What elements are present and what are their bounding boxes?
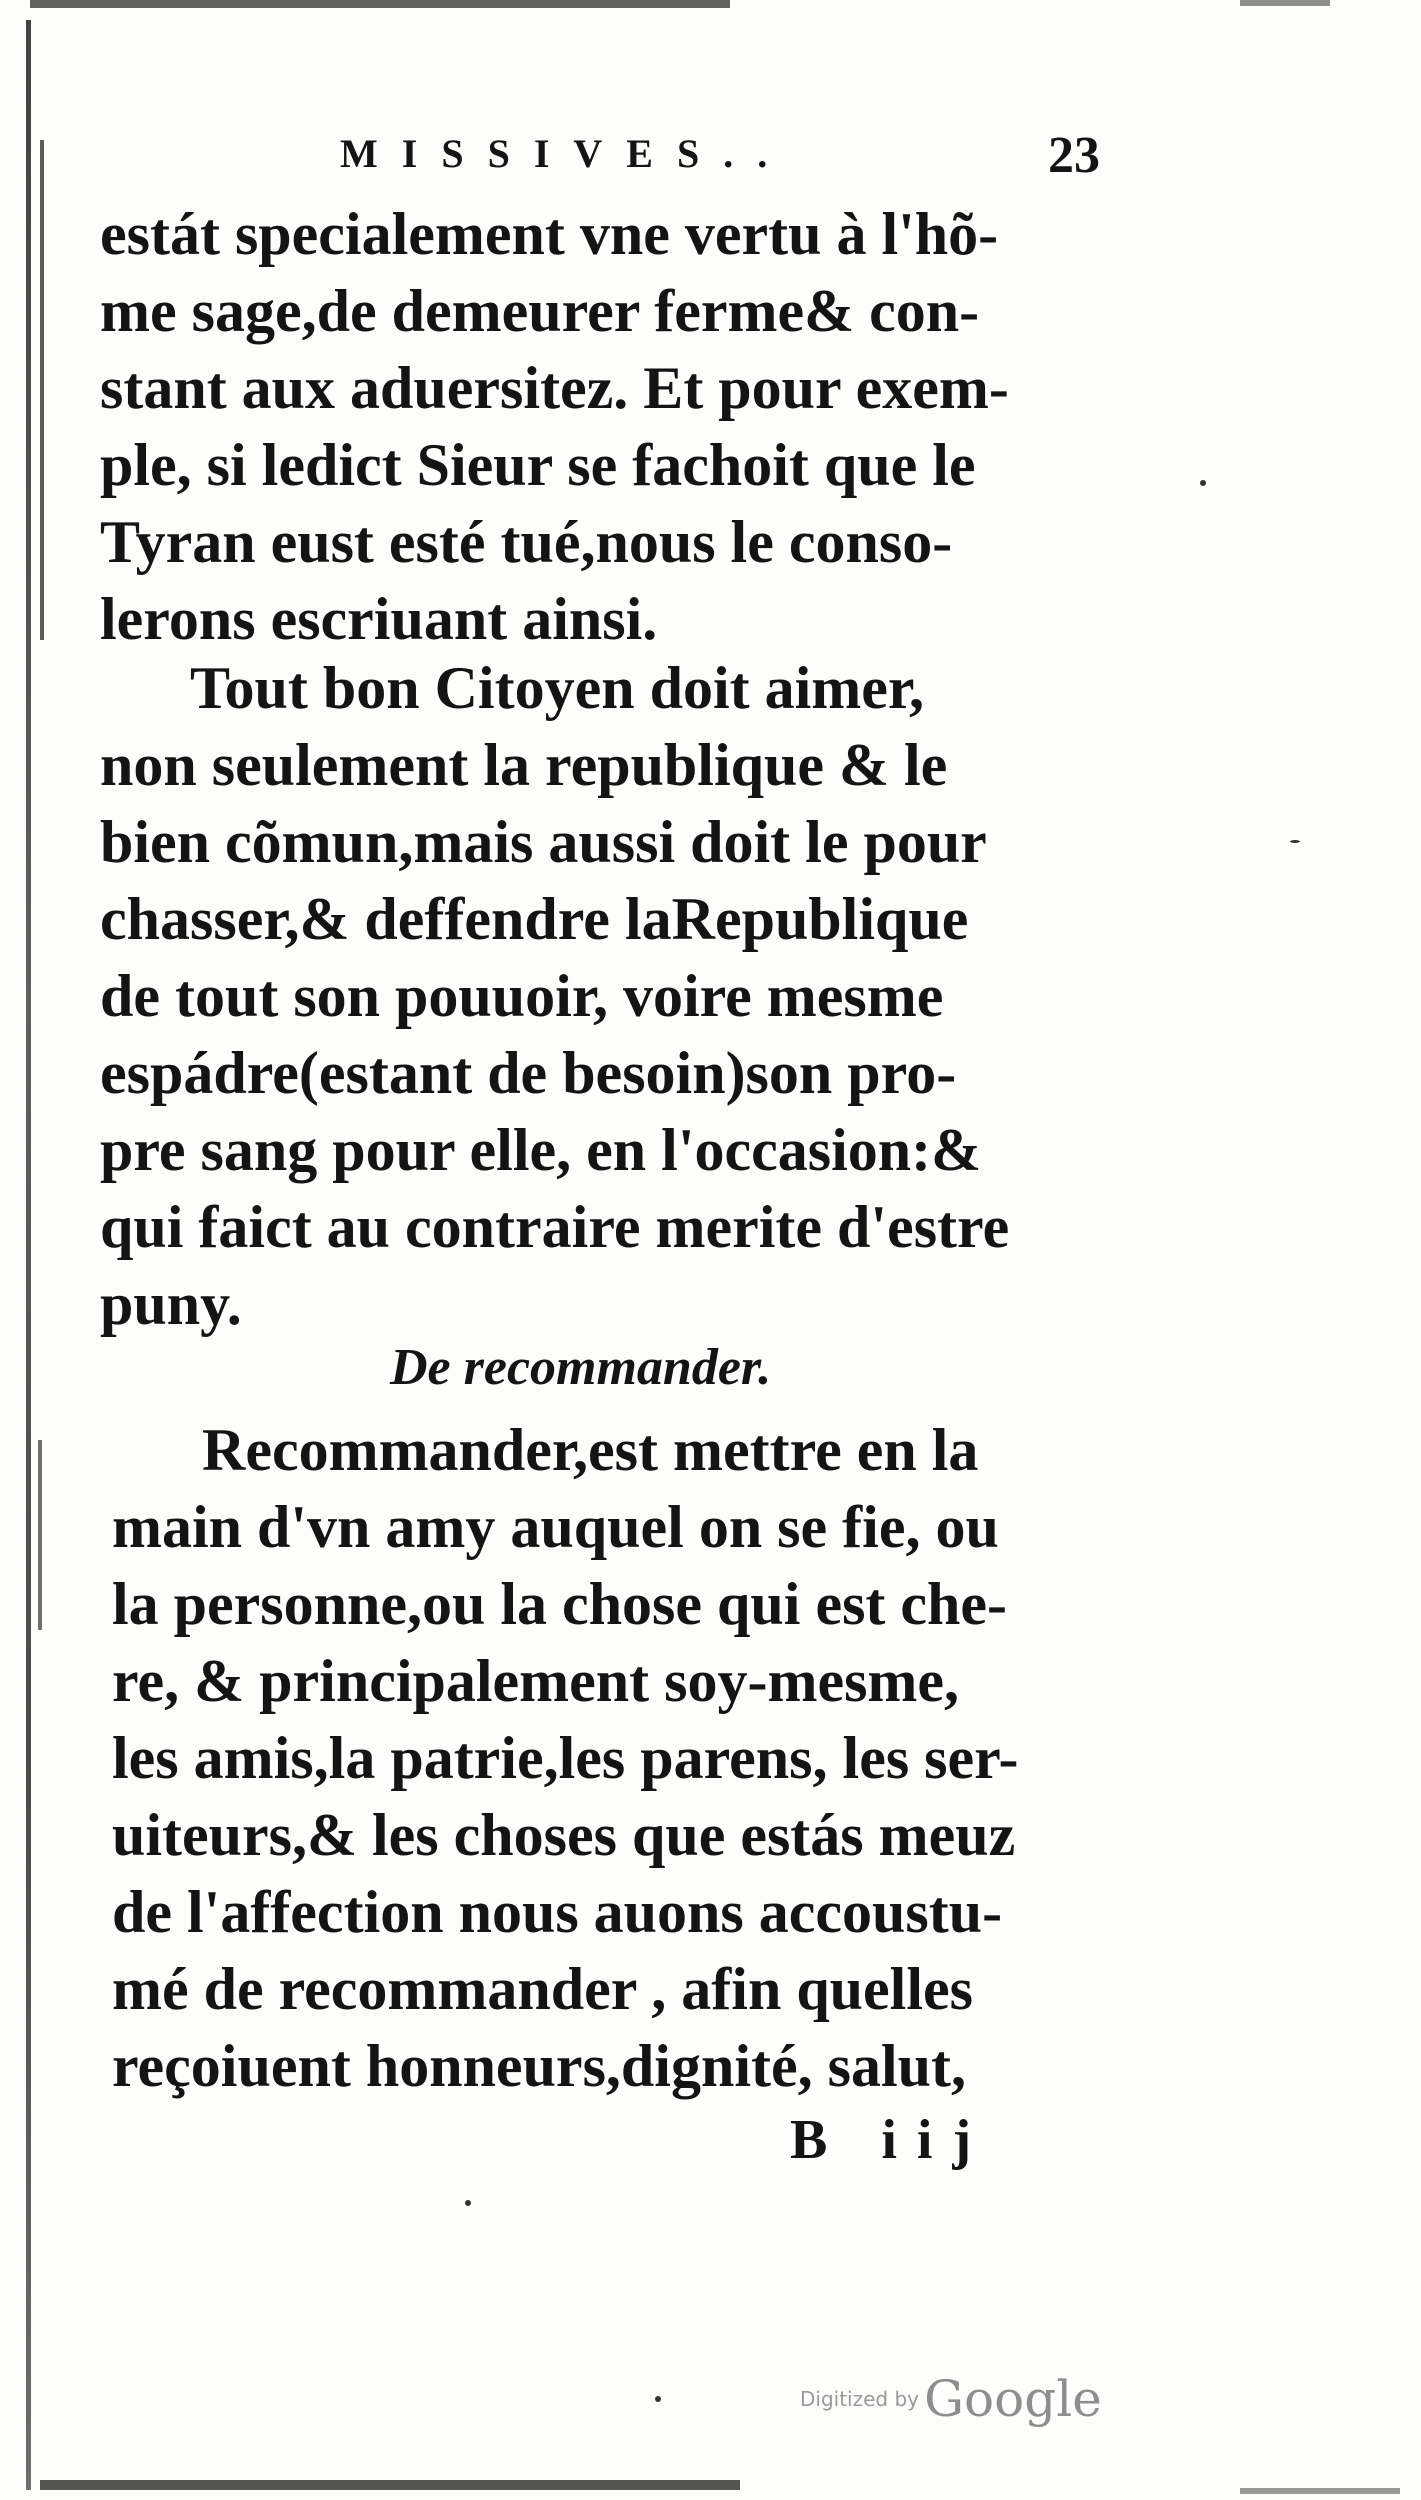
text-line: uiteurs,& les choses que estás meuz (112, 1802, 1016, 1868)
text-line: de l'affection nous auons accoustu- (112, 1879, 1003, 1945)
ink-speck (1290, 840, 1300, 843)
text-line: de tout son pouuoir, voire mesme (100, 963, 944, 1029)
text-line: reçoiuent honneurs,dignité, salut, (112, 2033, 966, 2099)
page-shadow-left-upper (40, 140, 44, 640)
text-line: qui faict au contraire merite d'estre (100, 1194, 1010, 1260)
page-edge-bottom (40, 2480, 740, 2490)
digitized-watermark (800, 2370, 1102, 2428)
text-line: lerons escriuant ainsi. (100, 586, 658, 652)
text-line: espádre(estant de besoin)son pro- (100, 1040, 957, 1106)
paragraph-1 (100, 196, 1110, 658)
page-edge-bottom-right (1240, 2488, 1400, 2494)
text-line: stant aux aduersitez. Et pour exem- (100, 355, 1009, 421)
text-line: Tyran eust esté tué,nous le conso- (100, 509, 953, 575)
text-line: re, & principalement soy-mesme, (112, 1648, 960, 1714)
text-line: puny. (100, 1271, 242, 1337)
text-line: bien cõmun,mais aussi doit le pour (100, 809, 987, 875)
page-edge-top-right (1240, 0, 1330, 6)
text-line: la personne,ou la chose qui est che- (112, 1571, 1008, 1637)
text-line: Recommander,est mettre en la (202, 1417, 979, 1483)
text-line: les amis,la patrie,les parens, les ser- (112, 1725, 1019, 1791)
text-line: non seulement la republique & le (100, 732, 948, 798)
text-line: pre sang pour elle, en l'occasion:& (100, 1117, 982, 1183)
ink-speck (465, 2200, 471, 2206)
text-line: Tout bon Citoyen doit aimer, (190, 655, 925, 721)
ink-speck (655, 2396, 661, 2402)
page-edge-top (30, 0, 730, 8)
page-shadow-left-lower (38, 1440, 42, 1630)
text-line: ple, si ledict Sieur se fachoit que le (100, 432, 976, 498)
paragraph-2 (100, 650, 1110, 1343)
text-line: main d'vn amy auquel on se fie, ou (112, 1494, 999, 1560)
google-logo: Google (924, 2370, 1102, 2428)
text-line: mé de recommander , afin quelles (112, 1956, 974, 2022)
watermark-prefix: Digitized by (800, 2387, 919, 2411)
text-line: chasser,& deffendre laRepublique (100, 886, 969, 952)
paragraph-3 (112, 1412, 1122, 2105)
page-edge-left (26, 20, 31, 2490)
text-line: me sage,de demeurer ferme& con- (100, 278, 980, 344)
page-header (340, 126, 1100, 186)
running-head: MISSIVES.. (340, 131, 792, 176)
section-heading: De recommander. (390, 1339, 772, 1396)
page-number: 23 (1048, 127, 1100, 184)
signature-mark: B iij (790, 2109, 992, 2171)
text-line: estát specialement vne vertu à l'hõ- (100, 201, 999, 267)
ink-speck (1200, 480, 1206, 486)
